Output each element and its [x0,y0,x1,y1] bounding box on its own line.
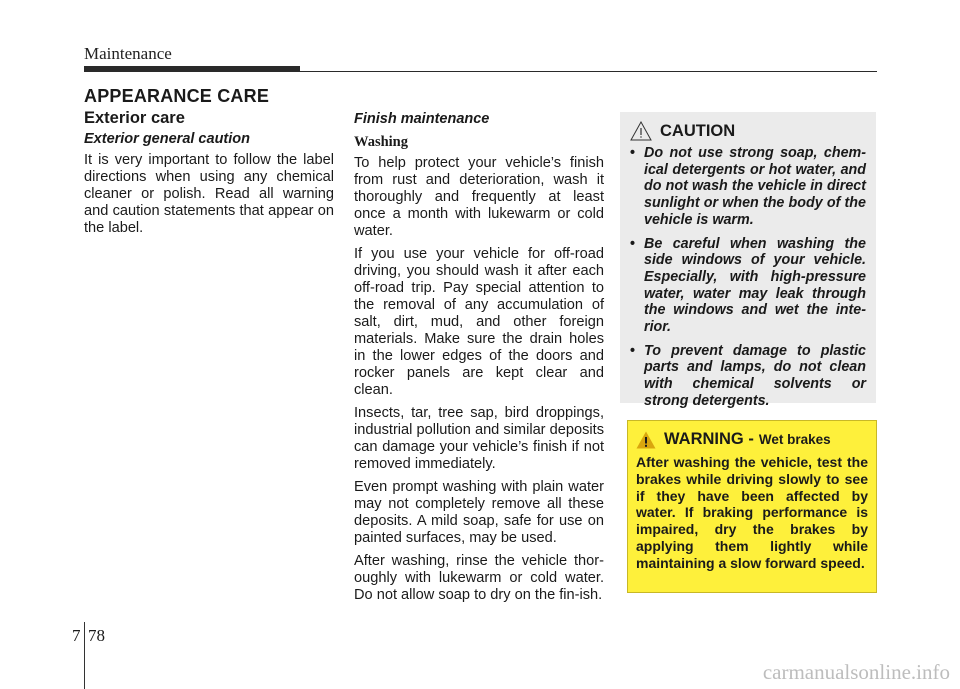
caution-item-text: Do not use strong soap, chem-ical detergents or hot water, and do not wash the vehicle in direct sunlight or when the body of the vehicle is warm. [644,145,866,228]
warning-text: After washing the vehicle, test the brakes while driving slowly to see if they have been affected by water. If braking performance is impaired, dry the brakes by applying them lightly while maintaining a slow forward speed. [636,454,868,571]
caution-title: CAUTION [660,121,736,140]
washing-paragraph-4: Even prompt washing with plain water may not completely remove all these deposits. A mild soap, safe for use on painted surfaces, may be used. [354,479,604,546]
header-title: Maintenance [84,44,172,63]
warning-subtitle: Wet brakes [758,432,831,447]
column-middle [354,108,604,610]
washing-paragraph-2: If you use your vehicle for off-road driving, you should wash it after each off-road trip. Pay special attention to the removal of any accumulation of salt, dirt, mud, and other foreign materials. Make sure the drain holes in the lower edges of the doors and rocker panels are kept clear and clean. [354,246,604,398]
exterior-caution-paragraph: It is very important to follow the label directions when using any chemical cleaner or polish. Read all warning and caution statements that appear on the label. [84,152,334,236]
finish-maintenance-heading: Finish maintenance [354,111,490,127]
section-title: APPEARANCE CARE [84,86,270,106]
column-left [84,108,334,243]
caution-box [620,112,876,409]
washing-subheading: Washing [354,134,408,150]
warning-header [636,430,868,449]
caution-item-text: Be careful when washing the side windows of your vehicle. Especially, with high-pressure water, water may leak through the windows and wet the inte-rior. [644,235,866,336]
bullet: • [630,342,636,359]
footer-divider [84,622,85,689]
warning-triangle-outline-icon [630,121,652,141]
warning-triangle-filled-icon [636,431,656,449]
page-number: 78 [88,626,105,645]
warning-title: WARNING - [664,430,754,448]
washing-paragraph-3: Insects, tar, tree sap, bird droppings, industrial pollution and similar deposits can damage your vehicle’s finish if not removed immediately. [354,405,604,472]
caution-list [630,145,866,410]
caution-item [630,145,866,229]
chapter-number: 7 [72,626,81,645]
bullet: • [630,145,636,161]
caution-item [630,236,866,336]
bullet: • [630,235,636,252]
warning-box [627,420,877,593]
exterior-caution-subheading: Exterior general caution [84,131,250,147]
caution-item [630,343,866,410]
caution-header [630,121,866,141]
exterior-care-heading: Exterior care [84,109,185,127]
washing-paragraph-1: To help protect your vehicle’s finish from rust and deterioration, wash it thoroughly and frequently at least once a month with lukewarm or cold water. [354,155,604,239]
header-rule-thin [300,71,877,72]
watermark: carmanualsonline.info [762,660,950,684]
header-rule-thick [84,66,300,72]
caution-item-text: To prevent damage to plastic parts and lamps, do not clean with chemical solvents or strong detergents. [644,342,866,409]
washing-paragraph-5: After washing, rinse the vehicle thor-oughly with lukewarm or cold water. Do not allow soap to dry on the fin-ish. [354,553,604,603]
